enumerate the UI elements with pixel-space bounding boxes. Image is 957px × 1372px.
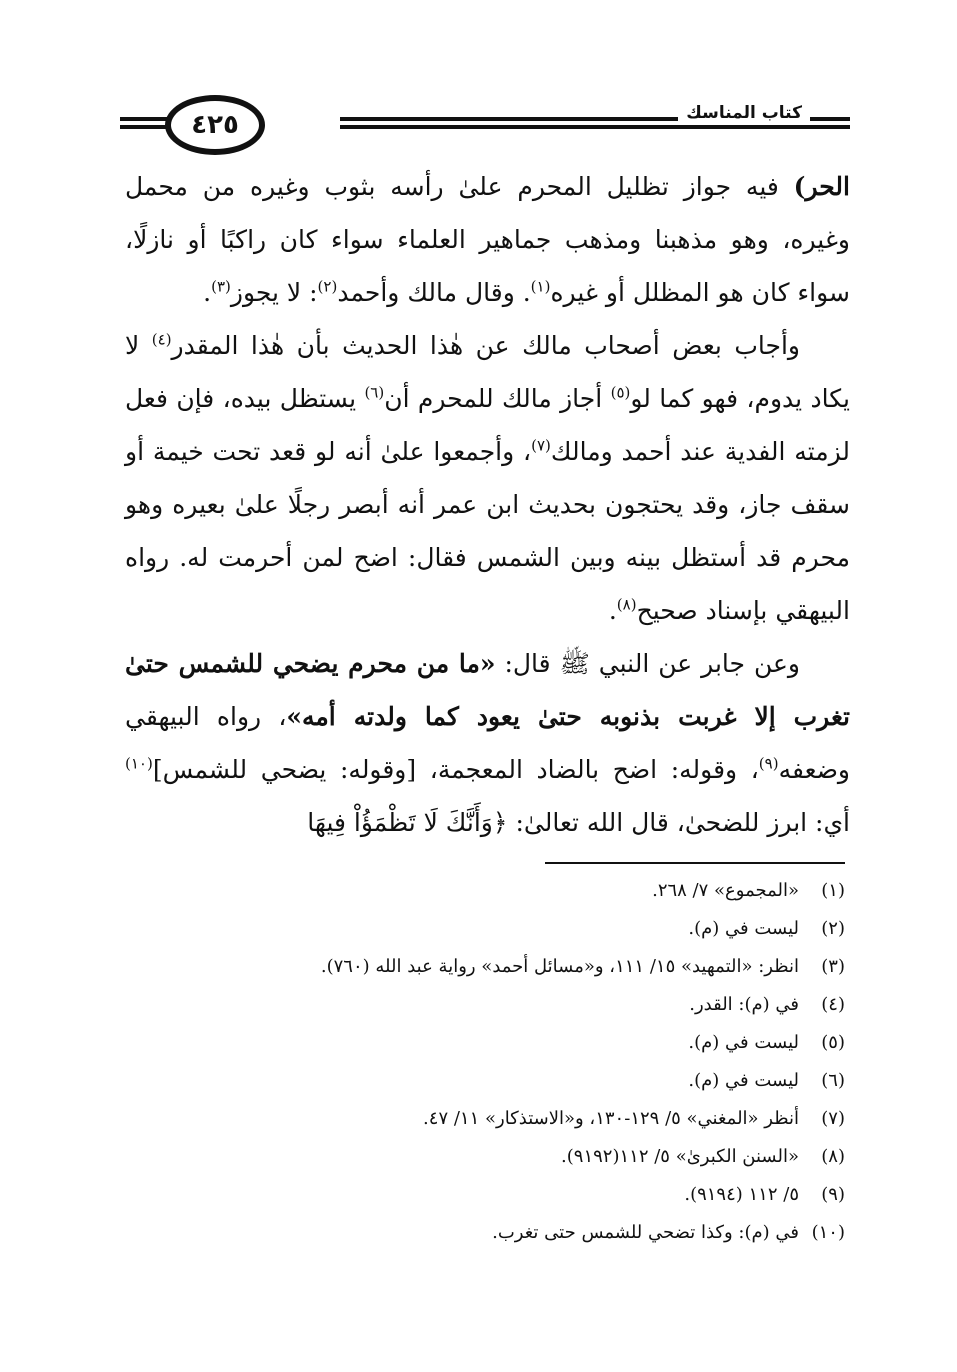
footnote-ref[interactable]: (٣) (211, 277, 231, 296)
footnote-text: في (م): وكذا تضحي للشمس حتى تغرب. (492, 1222, 799, 1243)
page-number: ٤٢٥ (191, 110, 239, 140)
text-run: وعن جابر عن النبي ﷺ قال: (495, 649, 800, 678)
text-run: . وقال مالك وأحمد (337, 278, 531, 307)
footnote-number: (٩) (821, 1184, 845, 1205)
quran-quote: أي: ابرز للضحىٰ، قال الله تعالىٰ: ﴿وَأَنَّكَ لَا تَظْمَؤُاْ فِيهَا (307, 808, 850, 837)
footnote-number: (١٠) (811, 1222, 845, 1243)
bold-term: الحر) (793, 172, 850, 201)
footnote-number: (٣) (821, 956, 845, 977)
footnote-item (125, 1024, 845, 1062)
footnote-number: (٨) (821, 1146, 845, 1167)
footnote-item (125, 872, 845, 910)
footnote-ref[interactable]: (١٠) (125, 754, 153, 773)
footnote-item (125, 910, 845, 948)
text-run: يستظل بيده، فإن فعل لزمته الفدية عند أحمد ومالك (125, 384, 850, 466)
footnote-number: (٦) (821, 1070, 845, 1091)
footnote-item (125, 1100, 845, 1138)
footnote-text: انظر: «التمهيد» ١٥/ ١١١، و«مسائل أحمد» رواية عبد الله (٧٦٠). (320, 956, 799, 977)
footnote-item (125, 1176, 845, 1214)
footnote-item (125, 1062, 845, 1100)
page-number-badge (165, 95, 265, 155)
paragraph-1 (125, 160, 850, 319)
footnote-text: في (م): القدر. (689, 994, 799, 1015)
footnote-text: ليست في (م). (688, 918, 799, 939)
footnote-number: (٤) (821, 994, 845, 1015)
footnote-number: (١) (821, 880, 845, 901)
paragraph-3 (125, 637, 850, 849)
footnote-ref[interactable]: (٤) (151, 330, 172, 349)
footnote-text: ٥/ ١١٢ (٩١٩٤). (684, 1184, 799, 1205)
running-title: كتاب المناسك (678, 103, 810, 123)
footnote-text: «المجموع» ٧/ ٢٦٨. (652, 880, 799, 901)
main-text (125, 160, 850, 849)
footnote-item (125, 986, 845, 1024)
text-run: ، وقوله: اضح بالضاد المعجمة، [وقوله: يضحي للشمس] (152, 755, 759, 784)
footnote-text: «السنن الكبرىٰ» ٥/ ١١٢(٩١٩٢). (561, 1146, 799, 1167)
footnote-ref[interactable]: (١) (530, 277, 551, 296)
text-run: . (608, 596, 617, 625)
text-run: ، رواه البيهقي وضعفه (125, 702, 850, 784)
text-run: : لا يجوز (230, 278, 318, 307)
footnotes (125, 872, 845, 1252)
footnote-item (125, 1214, 845, 1252)
footnote-number: (٧) (821, 1108, 845, 1129)
footnote-text: أنظر «المغني» ٥/ ١٢٩-١٣٠، و«الاستذكار» ١١/ ٤٧. (423, 1108, 799, 1129)
hadith-quote: «ما من محرم يضحي للشمس حتىٰ تغرب إلا غربت بذنوبه حتىٰ يعود كما ولدته أمه» (125, 649, 850, 731)
footnote-ref[interactable]: (٥) (610, 383, 631, 402)
text-run: لا يكاد يدوم، فهو كما لو (125, 331, 850, 413)
footnote-separator (545, 862, 845, 864)
footnote-ref[interactable]: (٧) (531, 436, 551, 455)
footnote-number: (٥) (821, 1032, 845, 1053)
text-run: . (203, 278, 212, 307)
page-header (120, 95, 850, 165)
paragraph-2 (125, 319, 850, 637)
footnote-ref[interactable]: (٨) (616, 595, 637, 614)
text-run: وأجاب بعض أصحاب مالك عن هٰذا الحديث بأن هٰذا المقدر (171, 331, 800, 360)
footnote-item (125, 948, 845, 986)
footnote-text: ليست في (م). (688, 1032, 799, 1053)
footnote-ref[interactable]: (٢) (317, 277, 338, 296)
footnote-ref[interactable]: (٦) (364, 383, 385, 402)
text-run: فيه جواز تظليل المحرم علىٰ رأسه بثوب وغيره من محمل وغيره، وهو مذهبنا ومذهب جماهير العلماء سواء كان راكبًا أو نازلًا، سواء كان هو المظلل أو غيره (125, 172, 850, 307)
footnote-number: (٢) (821, 918, 845, 939)
text-run: ، وأجمعوا علىٰ أنه لو قعد تحت خيمة أو سقف جاز، وقد يحتجون بحديث ابن عمر أنه أبصر رجلًا علىٰ بعيره وهو محرم قد أستظل بينه وبين الشمس فقال: اضح لمن أحرمت له. رواه البيهقي بإسناد صحيح (125, 437, 850, 625)
footnote-item (125, 1138, 845, 1176)
footnote-text: ليست في (م). (688, 1070, 799, 1091)
text-run: أجاز مالك للمحرم أن (384, 384, 611, 413)
footnote-ref[interactable]: (٩) (758, 754, 779, 773)
